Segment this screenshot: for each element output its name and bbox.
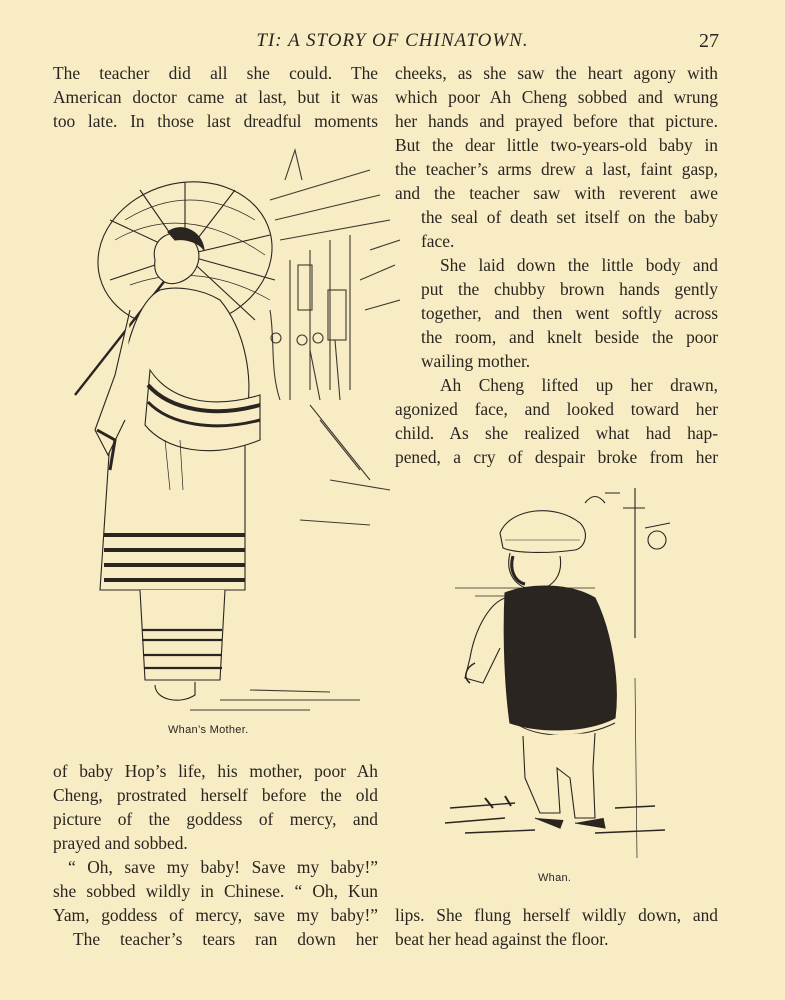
text-line: prayed and sobbed. bbox=[53, 833, 188, 853]
text-line: too late. In those last dreadful moments bbox=[53, 111, 378, 131]
text-line: face. bbox=[421, 231, 455, 251]
text-line: agonized face, and looked toward her bbox=[395, 399, 718, 419]
illustration-whans-mother bbox=[70, 140, 400, 730]
text-line: the seal of death set itself on the baby bbox=[421, 207, 718, 227]
text-line: pened, a cry of despair broke from her bbox=[395, 447, 718, 467]
illustration-whan bbox=[445, 478, 685, 863]
page-number: 27 bbox=[699, 30, 719, 52]
text-line: beat her head against the floor. bbox=[395, 929, 609, 949]
text-line: She laid down the little body and bbox=[440, 255, 718, 275]
text-line: Yam, goddess of mercy, save my baby!” bbox=[53, 905, 378, 925]
text-line: “ Oh, save my baby! Save my baby!” bbox=[68, 857, 378, 877]
caption-whan: Whan. bbox=[538, 872, 572, 884]
text-line: her hands and prayed before that picture. bbox=[395, 111, 718, 131]
text-line: American doctor came at last, but it was bbox=[53, 87, 378, 107]
text-line: lips. She flung herself wildly down, and bbox=[395, 905, 718, 925]
text-line: But the dear little two-years-old baby in bbox=[395, 135, 718, 155]
text-line: the room, and knelt beside the poor bbox=[421, 327, 718, 347]
text-line: wailing mother. bbox=[421, 351, 531, 371]
text-line: put the chubby brown hands gently bbox=[421, 279, 718, 299]
running-header: TI: A STORY OF CHINATOWN. bbox=[256, 30, 529, 51]
text-line: which poor Ah Cheng sobbed and wrung bbox=[395, 87, 718, 107]
text-line: and the teacher saw with reverent awe bbox=[395, 183, 718, 203]
text-line: The teacher did all she could. The bbox=[53, 63, 378, 83]
text-line: picture of the goddess of mercy, and bbox=[53, 809, 378, 829]
text-line: child. As she realized what had hap- bbox=[395, 423, 718, 443]
text-line: Cheng, prostrated herself before the old bbox=[53, 785, 378, 805]
text-line: of baby Hop’s life, his mother, poor Ah bbox=[53, 761, 378, 781]
text-line: Ah Cheng lifted up her drawn, bbox=[440, 375, 718, 395]
text-line: cheeks, as she saw the heart agony with bbox=[395, 63, 718, 83]
boy-figure bbox=[465, 511, 616, 828]
text-line: The teacher’s tears ran down her bbox=[73, 929, 378, 949]
text-line: together, and then went softly across bbox=[421, 303, 718, 323]
text-line: the teacher’s arms drew a last, faint gasp, bbox=[395, 159, 718, 179]
text-line: she sobbed wildly in Chinese. “ Oh, Kun bbox=[53, 881, 378, 901]
woman-figure bbox=[95, 228, 260, 701]
caption-whans-mother: Whan’s Mother. bbox=[168, 724, 249, 736]
